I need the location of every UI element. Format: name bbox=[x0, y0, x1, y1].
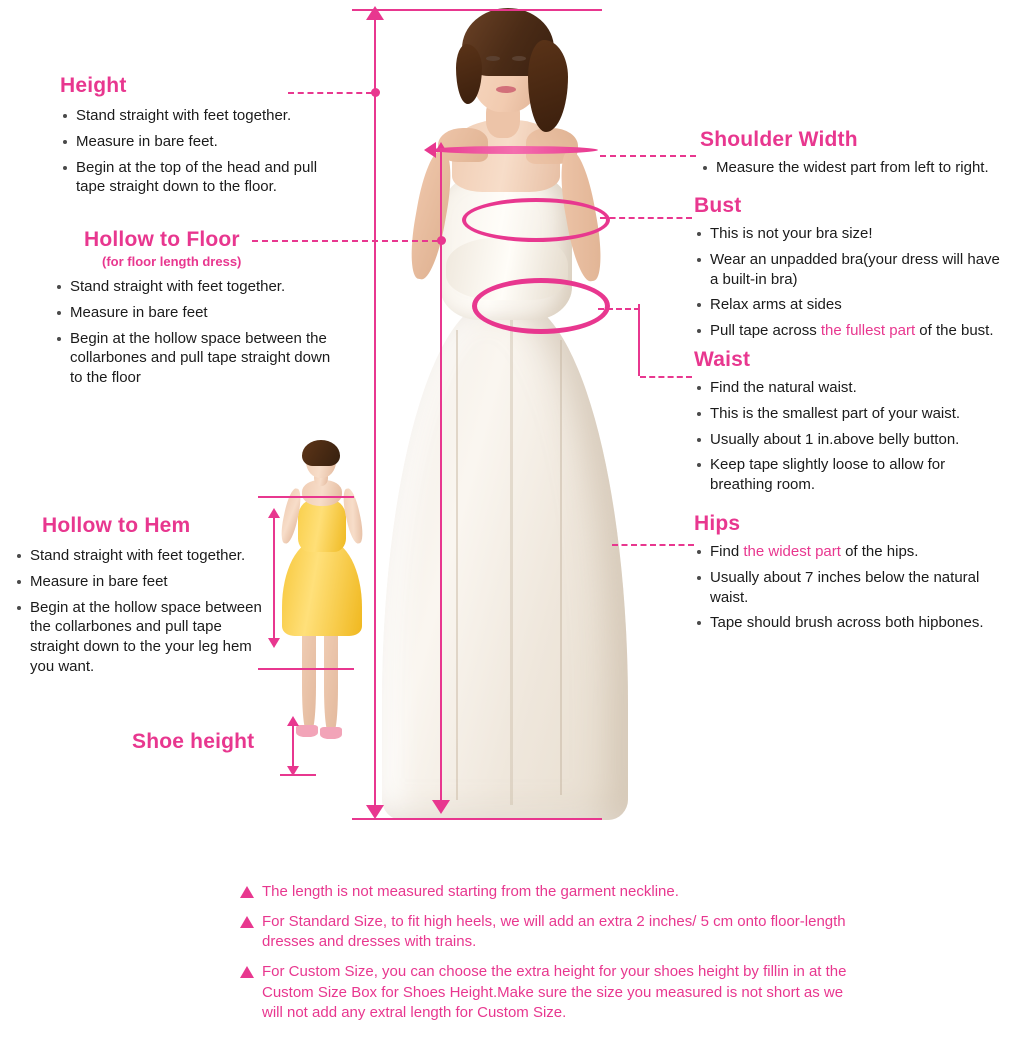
section-shoe-height bbox=[132, 730, 254, 754]
bride-eye-right bbox=[512, 56, 526, 61]
yellow-bodice bbox=[298, 498, 346, 552]
height-callout-dot bbox=[371, 88, 380, 97]
section-hips-list bbox=[694, 542, 1004, 633]
section-hollow-to-hem-list bbox=[14, 546, 262, 677]
section-shoulder-width-list bbox=[700, 158, 1008, 178]
list-item: Usually about 1 in.above belly button. bbox=[694, 430, 1002, 450]
hem-arrow-bottom bbox=[268, 638, 280, 648]
hips-callout-dash bbox=[612, 544, 694, 546]
list-item: Stand straight with feet together. bbox=[60, 106, 350, 126]
list-item: Tape should brush across both hipbones. bbox=[694, 613, 1004, 633]
section-shoulder-width bbox=[700, 128, 1008, 184]
model-hair bbox=[302, 440, 340, 466]
list-item-rich bbox=[694, 321, 1009, 341]
hips-rich-highlight: the widest part bbox=[743, 543, 841, 560]
shoe-arrow-top bbox=[287, 716, 299, 726]
height-bottom-cap bbox=[352, 818, 602, 820]
yellow-skirt bbox=[282, 540, 362, 636]
list-item: Relax arms at sides bbox=[694, 295, 1009, 315]
list-item: Measure in bare feet bbox=[14, 572, 262, 592]
section-hollow-to-floor bbox=[44, 228, 344, 394]
bust-rich-post: of the bust. bbox=[915, 322, 994, 340]
section-bust-list bbox=[694, 224, 1009, 341]
section-hollow-to-floor-title: Hollow to Floor bbox=[84, 228, 240, 251]
list-item: Measure in bare feet. bbox=[60, 132, 350, 152]
model-shoe-right bbox=[320, 727, 342, 739]
list-item: Keep tape slightly loose to allow for breathing room. bbox=[694, 455, 1002, 495]
short-dress-photo bbox=[262, 440, 382, 770]
hips-rich-pre: Find bbox=[710, 543, 744, 560]
bust-callout-dash bbox=[600, 217, 692, 219]
section-hips bbox=[694, 512, 1004, 639]
skirt-fold bbox=[560, 340, 562, 795]
bust-rich-pre: Pull tape across bbox=[710, 322, 821, 340]
section-hollow-to-floor-list bbox=[54, 277, 344, 388]
waist-callout-line bbox=[638, 304, 640, 376]
bride-skirt bbox=[382, 300, 628, 820]
model-shoe-left bbox=[296, 725, 318, 737]
hollow-floor-callout-dot bbox=[437, 236, 446, 245]
shoe-height-line bbox=[292, 724, 294, 768]
list-item: Begin at the hollow space between the collarbones and pull tape straight down to the floor bbox=[54, 329, 344, 388]
section-hollow-to-hem-title: Hollow to Hem bbox=[42, 514, 191, 537]
model-leg-right bbox=[324, 620, 338, 732]
shoulder-band bbox=[430, 146, 598, 154]
skirt-fold bbox=[510, 320, 513, 805]
section-waist-title: Waist bbox=[694, 348, 751, 371]
waist-band bbox=[472, 278, 610, 334]
hem-bottom-cap bbox=[258, 668, 354, 670]
list-item: Wear an unpadded bra(your dress will have a built-in bra) bbox=[694, 250, 1009, 290]
shoulder-callout-dash bbox=[600, 155, 696, 157]
list-item: Measure the widest part from left to right. bbox=[700, 158, 1008, 178]
skirt-fold bbox=[456, 330, 458, 800]
list-item: Find the natural waist. bbox=[694, 378, 1002, 398]
section-hollow-to-floor-subtitle: (for floor length dress) bbox=[102, 254, 242, 269]
section-height bbox=[60, 74, 350, 203]
list-item: Stand straight with feet together. bbox=[54, 277, 344, 297]
warning-item: The length is not measured starting from the garment neckline. bbox=[240, 882, 860, 903]
hollow-floor-arrow-bottom bbox=[432, 800, 450, 814]
waist-callout-dash2 bbox=[640, 376, 692, 378]
section-bust-title: Bust bbox=[694, 194, 742, 217]
bust-band bbox=[462, 198, 610, 242]
list-item: This is not your bra size! bbox=[694, 224, 1009, 244]
bride-hair-strand bbox=[528, 40, 568, 132]
list-item: Usually about 7 inches below the natural waist. bbox=[694, 568, 1004, 608]
list-item: Begin at the top of the head and pull tape straight down to the floor. bbox=[60, 158, 350, 198]
shoulder-arrow-left bbox=[424, 142, 436, 158]
list-item-rich bbox=[694, 542, 1004, 562]
warning-item: For Custom Size, you can choose the extra height for your shoes height by fillin in at the Custom Size Box for Shoes Height.Make sure the size you measured is not short as we will not add any extral length for Custom Size. bbox=[240, 962, 860, 1024]
height-arrow-bottom bbox=[366, 805, 384, 819]
list-item: This is the smallest part of your waist. bbox=[694, 404, 1002, 424]
height-line bbox=[374, 18, 376, 808]
height-top-cap bbox=[352, 9, 602, 11]
list-item: Begin at the hollow space between the collarbones and pull tape straight down to the your leg hem you want. bbox=[14, 598, 262, 677]
warnings bbox=[240, 882, 860, 1033]
hips-rich-post: of the hips. bbox=[840, 543, 919, 560]
waist-callout-dash bbox=[598, 308, 640, 310]
shoe-bottom-cap bbox=[280, 774, 316, 776]
list-item: Stand straight with feet together. bbox=[14, 546, 262, 566]
bride-eye-left bbox=[486, 56, 500, 61]
section-hips-title: Hips bbox=[694, 512, 741, 535]
bride-lips bbox=[496, 86, 516, 93]
bride-photo bbox=[360, 0, 650, 830]
warning-item: For Standard Size, to fit high heels, we will add an extra 2 inches/ 5 cm onto floor-length dresses and dresses with trains. bbox=[240, 912, 860, 953]
section-height-title: Height bbox=[60, 74, 127, 97]
section-waist bbox=[694, 348, 1002, 501]
hem-line bbox=[273, 516, 275, 642]
section-waist-list bbox=[694, 378, 1002, 495]
section-bust bbox=[694, 194, 1009, 347]
model-leg-left bbox=[302, 620, 316, 730]
bust-rich-highlight: the fullest part bbox=[820, 322, 916, 340]
section-hollow-to-hem bbox=[14, 514, 262, 683]
hem-top-cap bbox=[258, 496, 354, 498]
list-item: Measure in bare feet bbox=[54, 303, 344, 323]
section-shoulder-width-title: Shoulder Width bbox=[700, 128, 858, 151]
hollow-floor-line bbox=[440, 150, 442, 805]
section-height-list bbox=[60, 106, 350, 197]
section-shoe-height-title: Shoe height bbox=[132, 730, 255, 753]
